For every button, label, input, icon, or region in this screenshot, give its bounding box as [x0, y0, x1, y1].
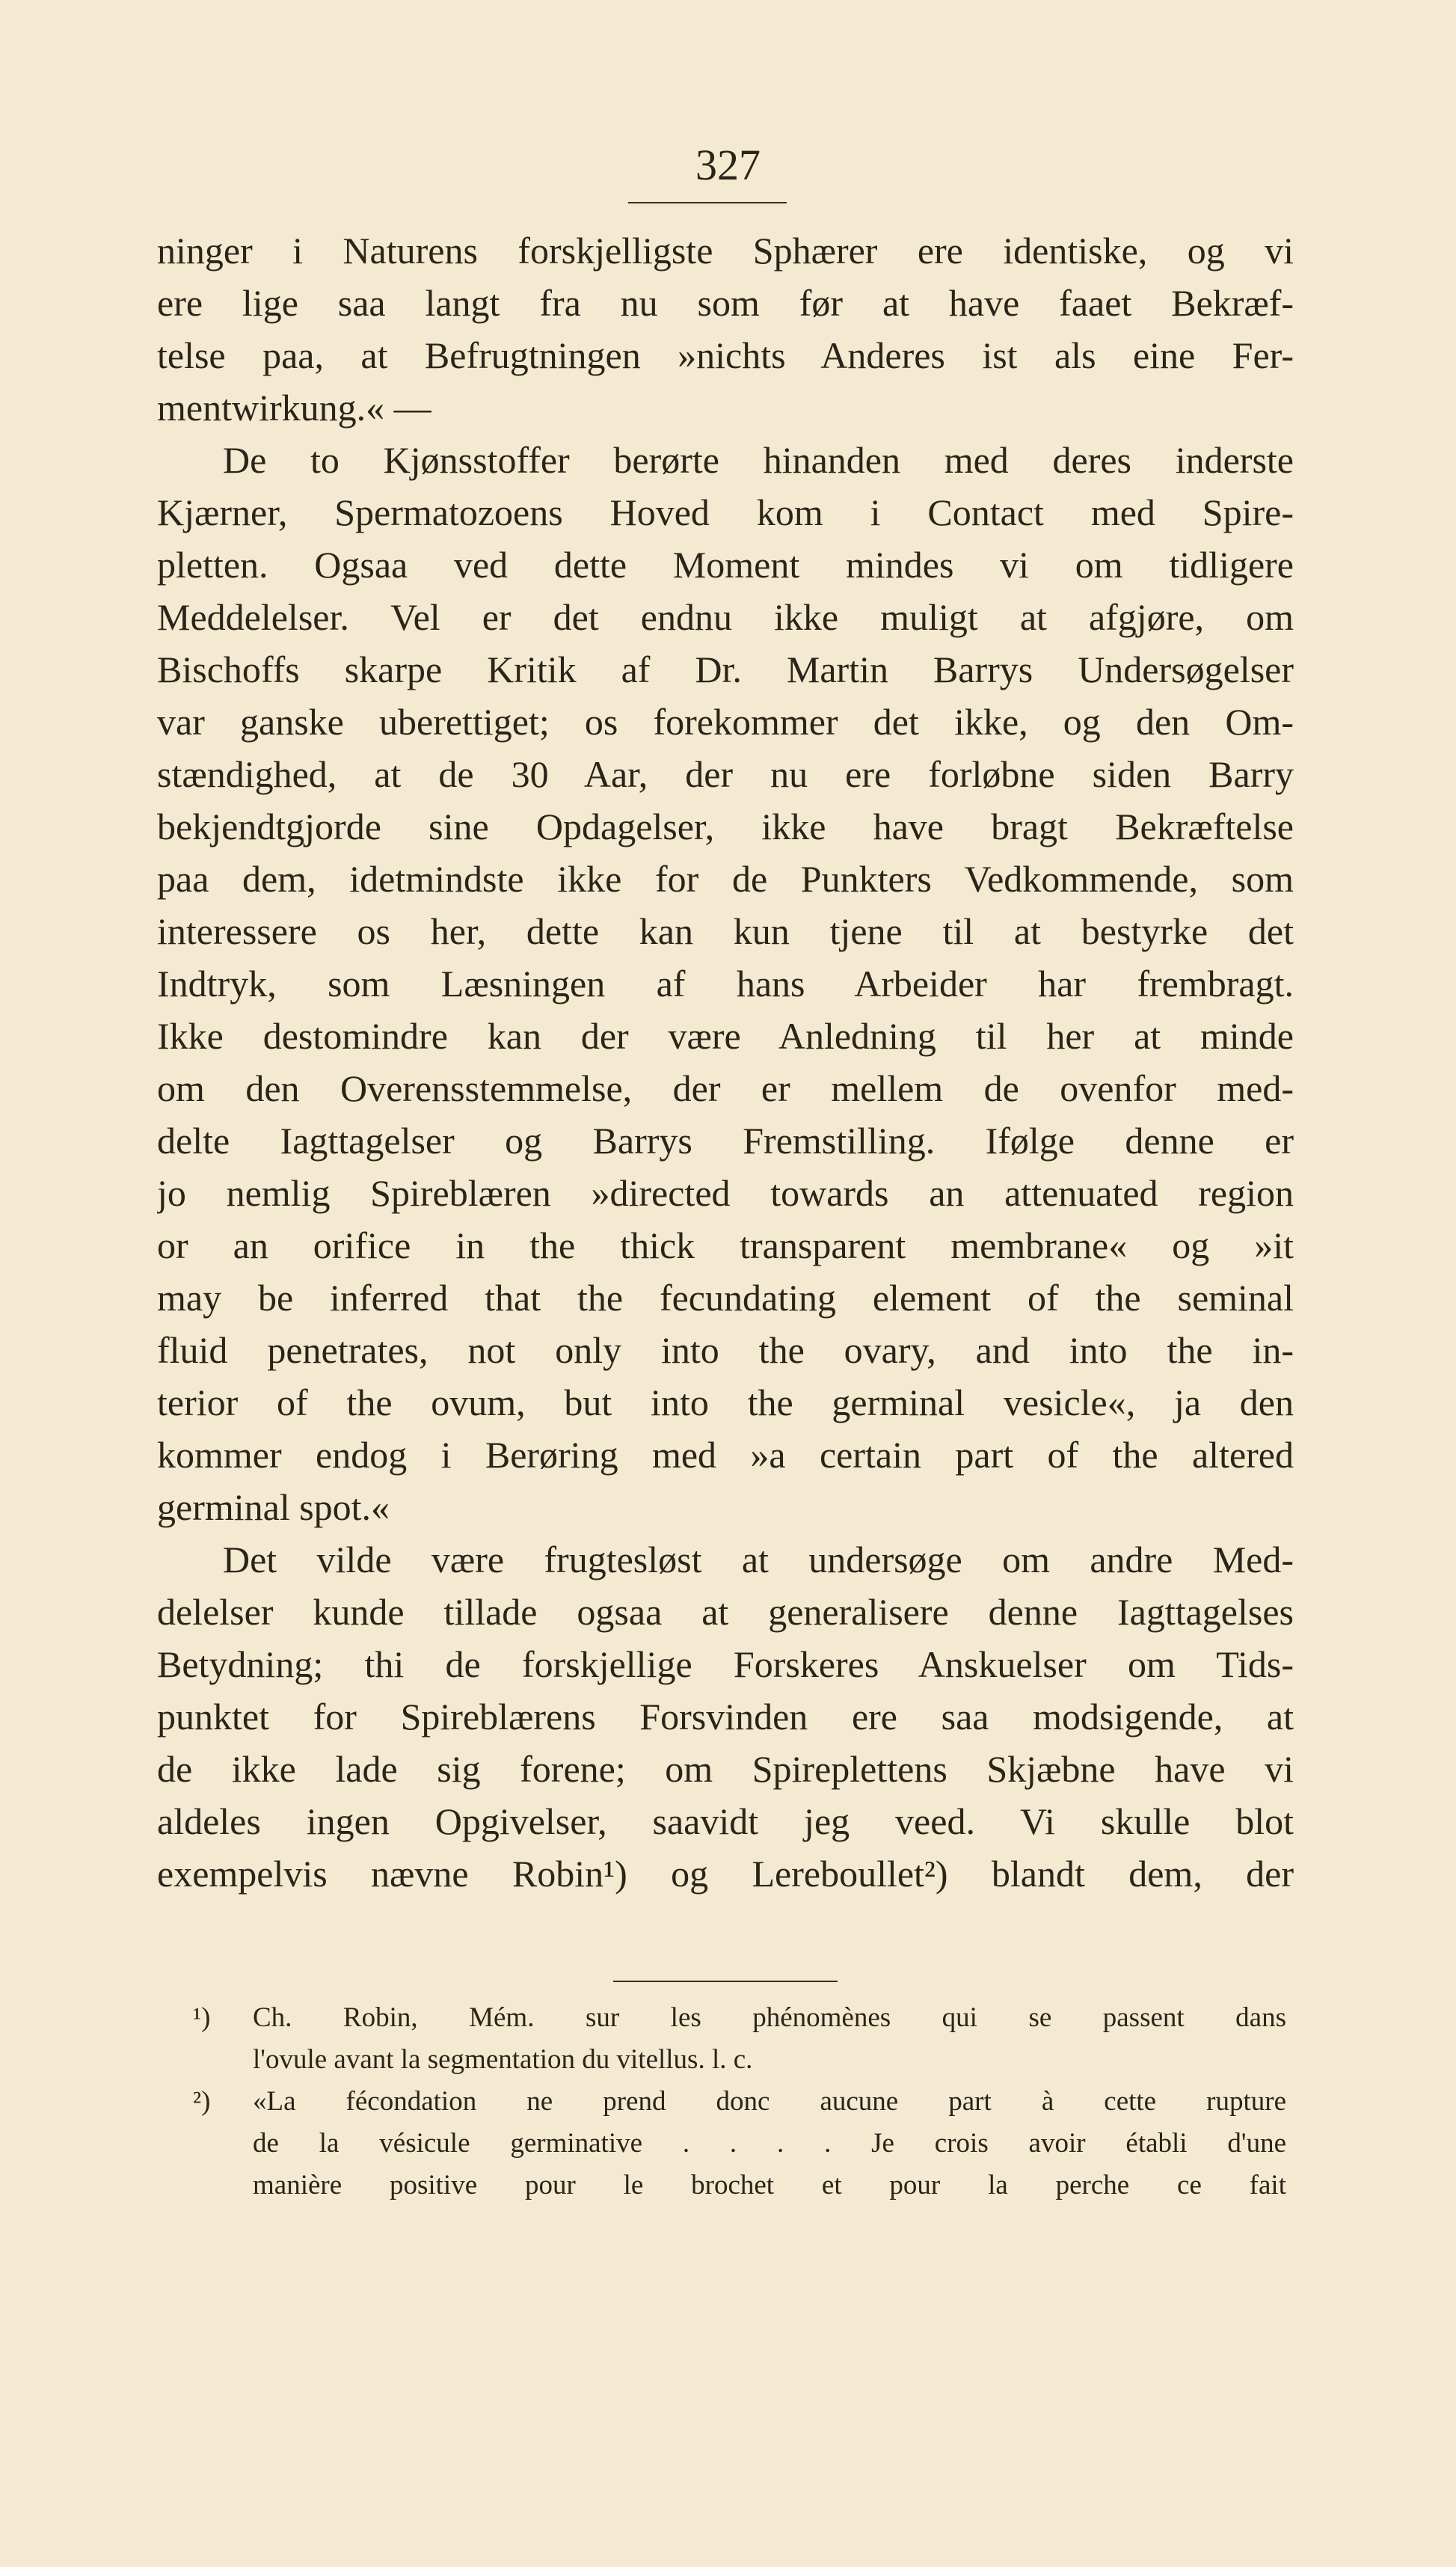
text-line: fluid penetrates, not only into the ovary, and into the in- — [157, 1329, 1294, 1371]
text-line: interessere os her, dette kan kun tjene til at bestyrke det — [157, 910, 1294, 952]
footnote-text: Ch. Robin, Mém. sur les phénomènes qui se passent dans — [253, 2002, 1286, 2033]
text-line: telse paa, at Befrugtningen »nichts Anderes ist als eine Fer- — [157, 334, 1294, 376]
footnote-rule — [613, 1981, 838, 1982]
text-line: var ganske uberettiget; os forekommer det ikke, og den Om- — [157, 701, 1294, 743]
text-line: om den Overensstemmelse, der er mellem de ovenfor med- — [157, 1067, 1294, 1109]
paragraph — [157, 434, 1294, 1533]
text-line: mentwirkung.« — — [157, 387, 431, 429]
text-line: De to Kjønsstoffer berørte hinanden med deres inderste — [223, 439, 1294, 481]
text-line: delelser kunde tillade ogsaa at generalisere denne Iagttagelses — [157, 1591, 1294, 1633]
footnote-line: l'ovule avant la segmentation du vitellus. l. c. — [253, 2044, 753, 2075]
footnote-line — [193, 2081, 1286, 2123]
footnote-line — [193, 1997, 1286, 2039]
text-line: pletten. Ogsaa ved dette Moment mindes vi om tidligere — [157, 544, 1294, 586]
text-line: kommer endog i Berøring med »a certain part of the altered — [157, 1434, 1294, 1476]
text-line: de ikke lade sig forene; om Spireplettens Skjæbne have vi — [157, 1748, 1294, 1790]
paragraph — [157, 224, 1294, 434]
text-line: bekjendtgjorde sine Opdagelser, ikke have bragt Bekræftelse — [157, 806, 1294, 847]
text-line: Indtryk, som Læsningen af hans Arbeider har frembragt. — [157, 963, 1294, 1005]
text-line: may be inferred that the fecundating element of the seminal — [157, 1277, 1294, 1319]
text-line: aldeles ingen Opgivelser, saavidt jeg veed. Vi skulle blot — [157, 1800, 1294, 1842]
footnotes — [193, 1997, 1286, 2206]
text-line: Bischoffs skarpe Kritik af Dr. Martin Barrys Undersøgelser — [157, 648, 1294, 690]
body-text — [157, 224, 1294, 1900]
footnote — [193, 1997, 1286, 2081]
footnote-mark: ¹) — [193, 2002, 211, 2033]
footnote-mark: ²) — [193, 2086, 211, 2117]
page-number: 327 — [695, 141, 761, 189]
text-line: jo nemlig Spireblæren »directed towards an attenuated region — [157, 1172, 1294, 1214]
header-rule — [628, 202, 787, 203]
footnote-line: de la vésicule germinative . . . . Je crois avoir établi d'une — [253, 2128, 1286, 2159]
text-line: ninger i Naturens forskjelligste Sphærer ere identiske, og vi — [157, 230, 1294, 272]
text-line: Ikke destomindre kan der være Anledning til her at minde — [157, 1015, 1294, 1057]
text-line: paa dem, idetmindste ikke for de Punkters Vedkommende, som — [157, 858, 1294, 900]
text-line: germinal spot.« — [157, 1486, 390, 1528]
text-line: terior of the ovum, but into the germinal vesicle«, ja den — [157, 1381, 1294, 1423]
text-line: Det vilde være frugtesløst at undersøge om andre Med- — [223, 1539, 1294, 1580]
paragraph — [157, 1533, 1294, 1900]
footnote-line: manière positive pour le brochet et pour la perche ce fait — [253, 2170, 1286, 2200]
text-line: stændighed, at de 30 Aar, der nu ere forløbne siden Barry — [157, 753, 1294, 795]
text-line: Kjærner, Spermatozoens Hoved kom i Contact med Spire- — [157, 491, 1294, 533]
footnote — [193, 2081, 1286, 2206]
text-line: Meddelelser. Vel er det endnu ikke muligt at afgjøre, om — [157, 596, 1294, 638]
text-line: Betydning; thi de forskjellige Forskeres Anskuelser om Tids- — [157, 1643, 1294, 1685]
text-line: delte Iagttagelser og Barrys Fremstilling. Ifølge denne er — [157, 1120, 1294, 1162]
text-line: exempelvis nævne Robin¹) og Lereboullet²) blandt dem, der — [157, 1853, 1294, 1895]
footnote-text: «La fécondation ne prend donc aucune part à cette rupture — [253, 2086, 1286, 2117]
text-line: ere lige saa langt fra nu som før at have faaet Bekræf- — [157, 282, 1294, 324]
text-line: punktet for Spireblærens Forsvinden ere saa modsigende, at — [157, 1696, 1294, 1738]
text-line: or an orifice in the thick transparent membrane« og »it — [157, 1224, 1294, 1266]
